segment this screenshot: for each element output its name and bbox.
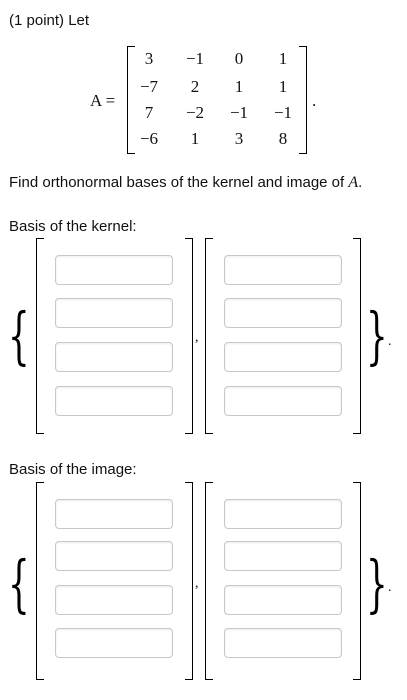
- matrix-cell: −1: [185, 49, 205, 68]
- matrix-a: [127, 46, 307, 154]
- kernel-vector-2-entry-4[interactable]: [224, 386, 342, 416]
- image-vector-1-left-bracket: [36, 482, 44, 680]
- image-right-brace: }: [366, 547, 388, 620]
- matrix-cell: −7: [139, 77, 159, 96]
- kernel-vector-1-left-bracket: [36, 238, 44, 434]
- instruction-main: Find orthonormal bases of the kernel and image of: [9, 174, 345, 191]
- matrix-cell: 0: [234, 49, 244, 68]
- matrix-cell: 3: [144, 49, 154, 68]
- image-end-period: .: [388, 580, 392, 595]
- image-vector-2-entry-3[interactable]: [224, 585, 342, 615]
- image-vector-2-right-bracket: [353, 482, 361, 680]
- matrix-row: [127, 49, 307, 73]
- image-vector-1-right-bracket: [185, 482, 193, 680]
- matrix-cell: −1: [229, 103, 249, 122]
- image-vector-1-entry-1[interactable]: [55, 499, 173, 529]
- kernel-vector-2-right-bracket: [353, 238, 361, 434]
- image-vector-2-entry-1[interactable]: [224, 499, 342, 529]
- image-vector-2-entry-4[interactable]: [224, 628, 342, 658]
- kernel-vector-2-entry-1[interactable]: [224, 255, 342, 285]
- matrix-cell: 2: [190, 77, 200, 96]
- kernel-end-period: .: [388, 334, 392, 349]
- matrix-cell: 8: [278, 129, 288, 148]
- matrix-row: [127, 129, 307, 153]
- kernel-right-brace: }: [366, 299, 388, 372]
- image-vector-1-entry-2[interactable]: [55, 541, 173, 571]
- matrix-cell: 7: [144, 103, 154, 122]
- matrix-row: [127, 103, 307, 127]
- matrix-cell: −1: [273, 103, 293, 122]
- kernel-vector-2-entry-3[interactable]: [224, 342, 342, 372]
- matrix-cell: 1: [278, 49, 288, 68]
- kernel-left-brace: {: [8, 299, 30, 372]
- kernel-basis-label: Basis of the kernel:: [9, 218, 137, 235]
- image-vector-1-entry-3[interactable]: [55, 585, 173, 615]
- kernel-vector-1-entry-3[interactable]: [55, 342, 173, 372]
- kernel-comma: ,: [195, 330, 199, 345]
- matrix-cell: −2: [185, 103, 205, 122]
- matrix-cell: 1: [190, 129, 200, 148]
- kernel-vector-2-entry-2[interactable]: [224, 298, 342, 328]
- image-comma: ,: [195, 576, 199, 591]
- matrix-cell: −6: [139, 129, 159, 148]
- matrix-cell: 1: [278, 77, 288, 96]
- image-vector-1-entry-4[interactable]: [55, 628, 173, 658]
- image-left-brace: {: [8, 547, 30, 620]
- matrix-label: A =: [90, 91, 116, 110]
- image-vector-2-entry-2[interactable]: [224, 541, 342, 571]
- kernel-vector-1-right-bracket: [185, 238, 193, 434]
- image-basis-label: Basis of the image:: [9, 461, 137, 478]
- instruction-var: A: [348, 174, 359, 191]
- matrix-end-period: .: [312, 91, 317, 110]
- image-vector-2-left-bracket: [205, 482, 213, 680]
- problem-header: (1 point) Let: [9, 12, 90, 29]
- matrix-cell: 1: [234, 77, 244, 96]
- instruction-text: [9, 174, 362, 192]
- instruction-end: .: [358, 174, 363, 191]
- matrix-row: [127, 77, 307, 101]
- kernel-vector-1-entry-4[interactable]: [55, 386, 173, 416]
- kernel-vector-1-entry-1[interactable]: [55, 255, 173, 285]
- kernel-vector-2-left-bracket: [205, 238, 213, 434]
- matrix-cell: 3: [234, 129, 244, 148]
- kernel-vector-1-entry-2[interactable]: [55, 298, 173, 328]
